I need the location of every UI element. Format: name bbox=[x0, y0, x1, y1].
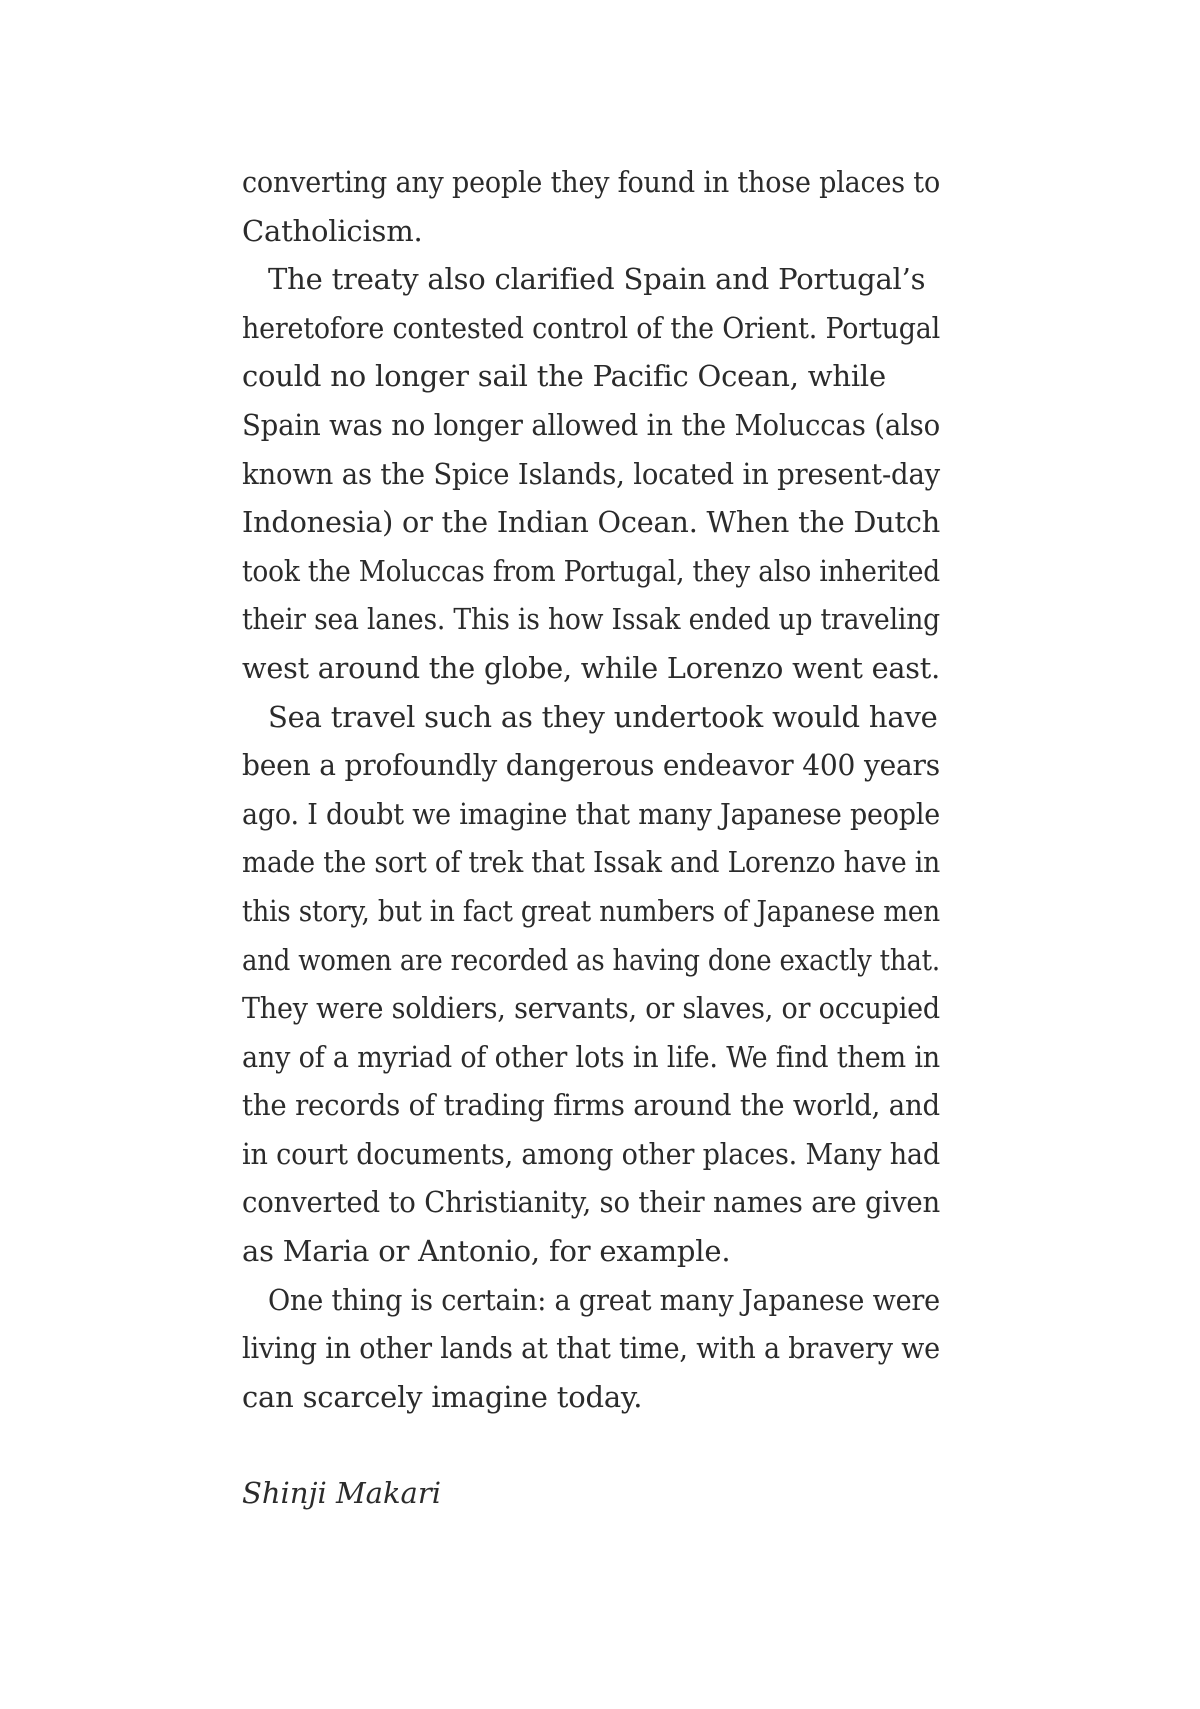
author-signature: Shinji Makari bbox=[242, 1476, 441, 1510]
text-line: Spain was no longer allowed in the Moluccas (also bbox=[242, 407, 940, 442]
text-line: converted to Christianity, so their names are given bbox=[242, 1185, 940, 1220]
text-line: made the sort of trek that Issak and Lorenzo have in bbox=[242, 845, 940, 880]
text-line: took the Moluccas from Portugal, they also inherited bbox=[242, 553, 940, 588]
text-line: in court documents, among other places. Many had bbox=[242, 1136, 940, 1171]
text-line: converting any people they found in those places to bbox=[242, 165, 940, 199]
text-line: They were soldiers, servants, or slaves, or occupied bbox=[242, 991, 940, 1026]
body-text bbox=[242, 158, 982, 1421]
text-line: can scarcely imagine today. bbox=[242, 1379, 643, 1414]
text-line: any of a myriad of other lots in life. We find them in bbox=[242, 1039, 940, 1074]
paragraph-start-line: One thing is certain: a great many Japanese were bbox=[268, 1282, 940, 1317]
text-line: the records of trading firms around the world, and bbox=[242, 1088, 940, 1123]
text-line: known as the Spice Islands, located in present-day bbox=[242, 456, 940, 491]
text-line: Catholicism. bbox=[242, 213, 423, 248]
paragraph-start-line: The treaty also clarified Spain and Portugal’s bbox=[268, 262, 926, 297]
text-line: heretofore contested control of the Orient. Portugal bbox=[242, 310, 940, 345]
text-line: west around the globe, while Lorenzo went east. bbox=[242, 650, 940, 685]
text-line: been a profoundly dangerous endeavor 400 years bbox=[242, 748, 940, 783]
text-line: could no longer sail the Pacific Ocean, while bbox=[242, 359, 886, 394]
text-line: and women are recorded as having done exactly that. bbox=[242, 942, 940, 977]
text-line: living in other lands at that time, with a bravery we bbox=[242, 1331, 940, 1366]
text-line: ago. I doubt we imagine that many Japanese people bbox=[242, 796, 940, 831]
text-line: their sea lanes. This is how Issak ended up traveling bbox=[242, 602, 940, 637]
text-line: as Maria or Antonio, for example. bbox=[242, 1234, 731, 1269]
text-line: this story, but in fact great numbers of Japanese men bbox=[242, 893, 940, 928]
paragraph-start-line: Sea travel such as they undertook would have bbox=[268, 699, 938, 734]
text-line: Indonesia) or the Indian Ocean. When the Dutch bbox=[242, 505, 940, 540]
